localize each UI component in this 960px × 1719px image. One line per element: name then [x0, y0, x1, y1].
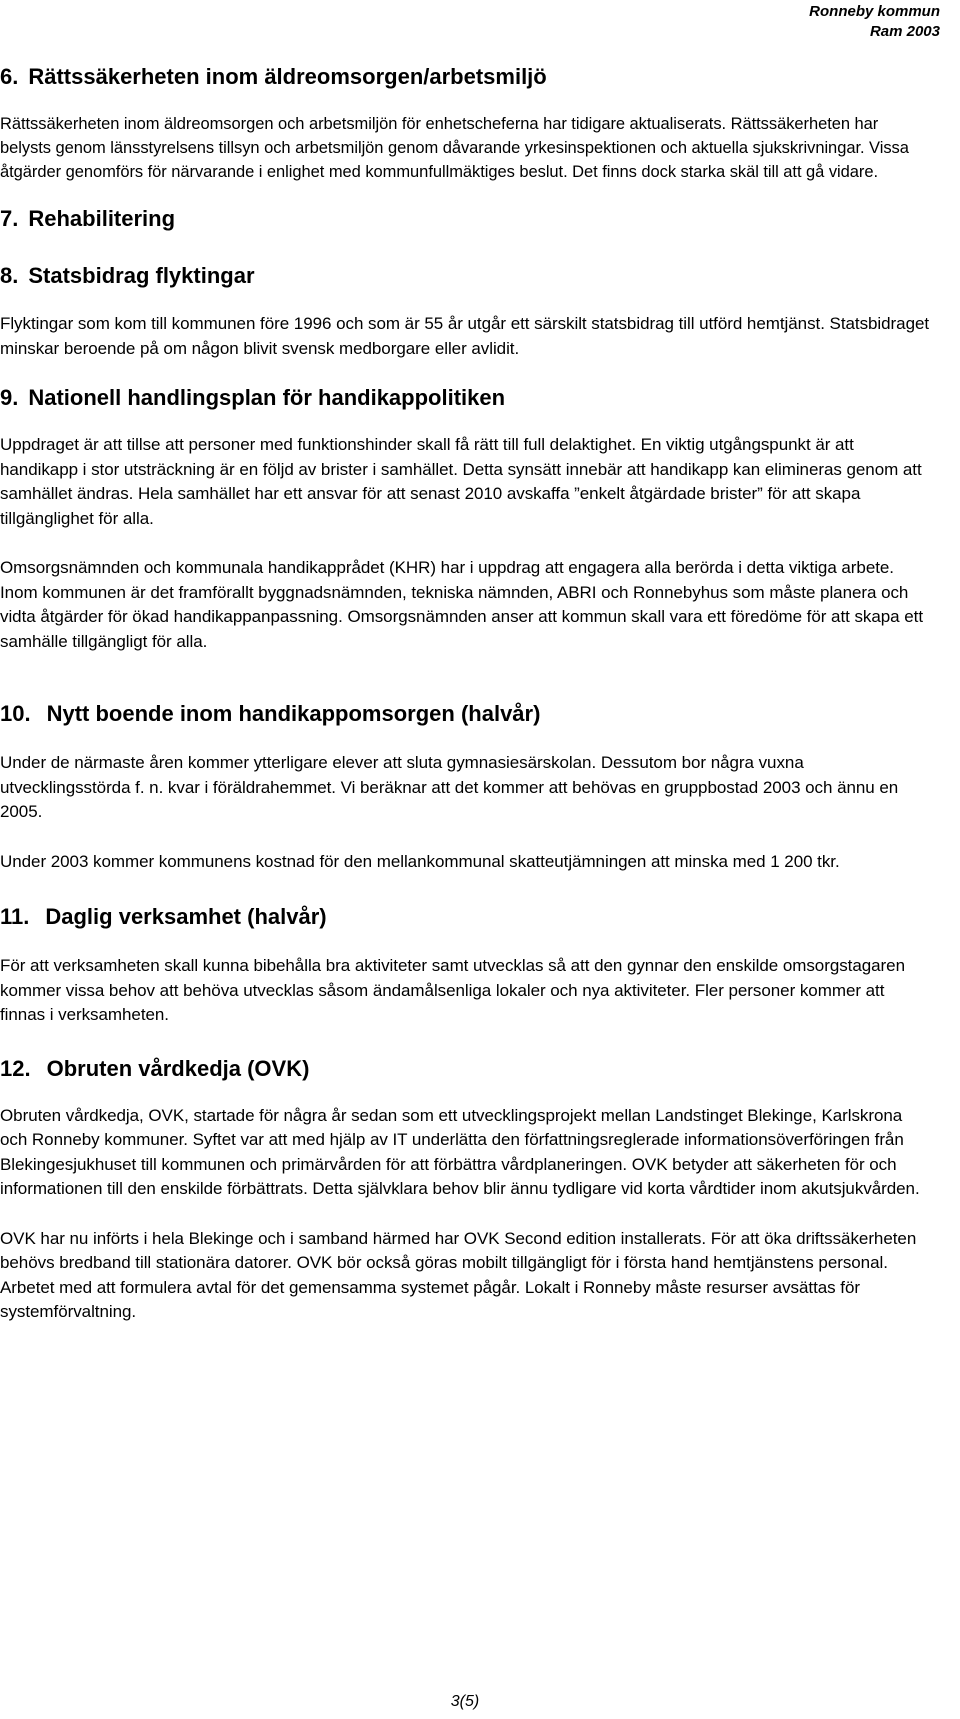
- section-heading-10: [0, 699, 930, 729]
- document-body: [0, 62, 930, 1325]
- section-heading-11: [0, 902, 930, 932]
- section-paragraph: För att verksamheten skall kunna bibehålla bra aktiviteter samt utvecklas så att den gynnar den enskilde omsorgstagaren kommer vissa behov att behöva utvecklas såsom ändamålsenliga lokaler och nya aktiviteter. Fler personer kommer att finnas i verksamheten.: [0, 956, 905, 1024]
- section-title: Rättssäkerheten inom äldreomsorgen/arbetsmiljö: [28, 64, 547, 89]
- section-number: 9.: [0, 385, 19, 410]
- section-paragraph: OVK har nu införts i hela Blekinge och i samband härmed har OVK Second edition installerats. För att öka driftssäkerheten behövs bredband till stationära datorer. OVK bör också göras mobilt tillgängligt för i första hand hemtjänstens personal. Arbetet med att formulera avtal för det gemensamma systemet pågår. Lokalt i Ronneby måste resurser avsättas för systemförvaltning.: [0, 1228, 917, 1321]
- section-paragraph: Omsorgsnämnden och kommunala handikapprådet (KHR) har i uppdrag att engagera alla berörda i detta viktiga arbete. Inom kommunen är det framförallt byggnadsnämnden, tekniska nämnden, ABRI och Ronnebyhus som måste planera och vidta åtgärder för ökad handikappanpassning. Omsorgsnämnden anser att kommun skall vara ett föredöme för att skapa ett samhälle tillgängligt för alla.: [0, 558, 924, 651]
- section-title: Rehabilitering: [28, 206, 176, 231]
- section-paragraph: Under 2003 kommer kommunens kostnad för den mellankommunal skatteutjämningen att minska med 1 200 tkr.: [0, 851, 840, 871]
- section-heading-12: [0, 1054, 930, 1084]
- section-number: 8.: [0, 263, 19, 288]
- section-number: 11.: [0, 904, 30, 929]
- section-number: 12.: [0, 1055, 31, 1081]
- section-title: Daglig verksamhet (halvår): [45, 904, 327, 929]
- section-paragraph: Obruten vårdkedja, OVK, startade för några år sedan som ett utvecklingsprojekt mellan Landstinget Blekinge, Karlskrona och Ronneby kommuner. Syftet var att med hjälp av IT underlätta den författningsreglerade informationsöverföringen från Blekingesjukhuset till kommunen och primärvården för att förbättra vårdplaneringen. OVK betyder att säkerheten för och informationen till den enskilde förbättrats. Detta självklara behov blir ännu tydligare vid korta vårdtider inom akutsjukvården.: [0, 1105, 920, 1198]
- section-heading-6: [0, 62, 930, 92]
- section-number: 7.: [0, 206, 19, 231]
- section-number: 6.: [0, 64, 19, 89]
- section-heading-7: [0, 204, 930, 234]
- section-paragraph: Flyktingar som kom till kommunen före 1996 och som är 55 år utgår ett särskilt statsbidrag till utförd hemtjänst. Statsbidraget minskar beroende på om någon blivit svensk medborgare eller avlidit.: [0, 314, 930, 358]
- header-document: Ram 2003: [869, 23, 940, 40]
- section-paragraph: Under de närmaste åren kommer ytterligare elever att sluta gymnasiesärskolan. Dessutom bor några vuxna utvecklingsstörda f. n. kvar i föräldrahemmet. Vi beräknar att det kommer att behövas en gruppbostad 2003 och ännu en 2005.: [0, 753, 899, 821]
- section-title: Nationell handlingsplan för handikappolitiken: [28, 385, 506, 410]
- header-organization: Ronneby kommun: [809, 3, 940, 20]
- section-title: Obruten vårdkedja (OVK): [46, 1055, 310, 1081]
- section-heading-9: [0, 383, 930, 413]
- page-number: 3(5): [450, 1693, 480, 1710]
- section-heading-8: [0, 261, 930, 291]
- section-title: Statsbidrag flyktingar: [28, 263, 255, 288]
- section-paragraph: Uppdraget är att tillse att personer med funktionshinder skall få rätt till full delaktighet. En viktig utgångspunkt är att handikapp i stor utsträckning är en följd av brister i samhället. Detta synsätt innebär att handikapp kan elimineras genom att samhället ändras. Hela samhället har ett ansvar för att senast 2010 avskaffa ”enkelt åtgärdade brister” för att skapa tillgänglighet för alla.: [0, 435, 922, 528]
- section-number: 10.: [0, 701, 31, 726]
- section-title: Nytt boende inom handikappomsorgen (halvår): [46, 701, 541, 726]
- section-paragraph: Rättssäkerheten inom äldreomsorgen och arbetsmiljön för enhetscheferna har tidigare aktualiserats. Rättssäkerheten har belysts genom länsstyrelsens tillsyn och arbetsmiljön genom dåvarande yrkesinspektionen och aktuella sjukskrivningar. Vissa åtgärder genomförs för närvarande i enlighet med kommunfullmäktiges beslut. Det finns dock starka skäl till att gå vidare.: [0, 115, 909, 181]
- running-header: [809, 2, 940, 42]
